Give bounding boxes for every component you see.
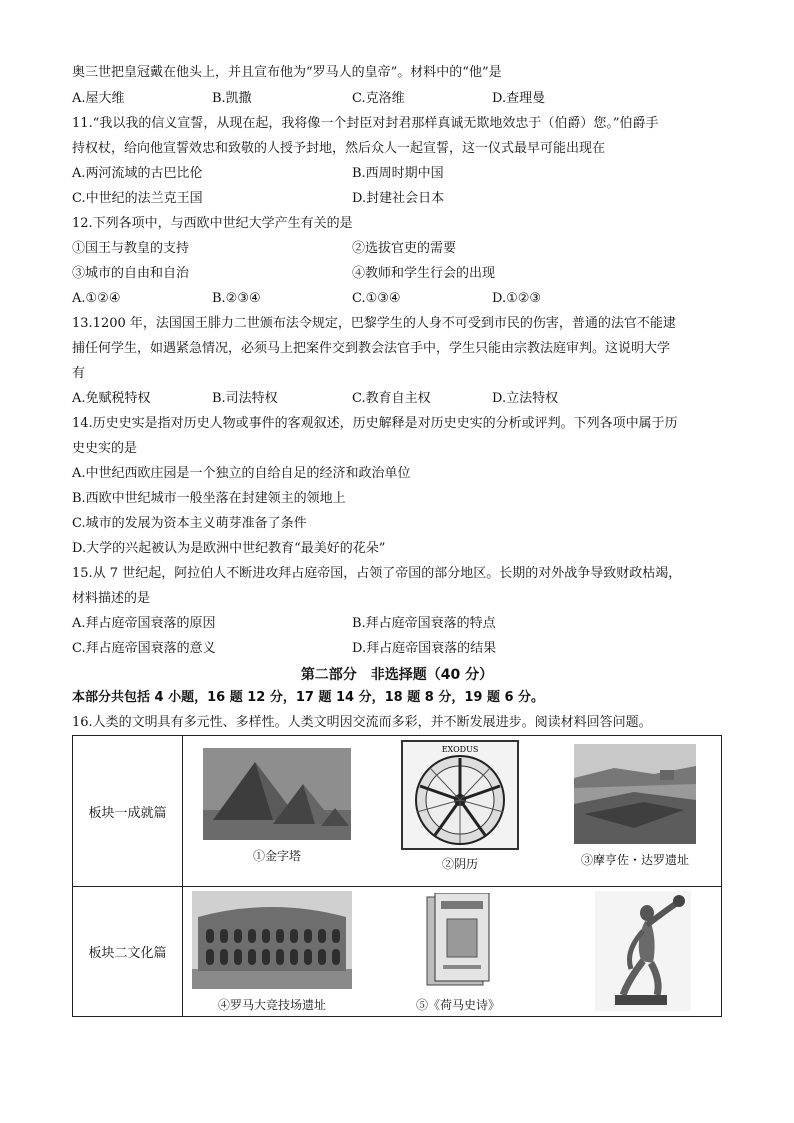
q14-stem-line2: 史史实的是 <box>72 441 138 456</box>
q10-option-d: D.查理曼 <box>492 91 546 106</box>
calendar-label: EXODUS <box>441 745 479 754</box>
q13-stem-line3: 有 <box>72 366 86 381</box>
q10-option-a: A.屋大维 <box>72 91 125 106</box>
q12-item-4: ④教师和学生行会的出现 <box>352 266 496 281</box>
q12-option-c: C.①③④ <box>352 291 401 306</box>
q11-option-c: C.中世纪的法兰克王国 <box>72 191 203 206</box>
q13-stem-line1: 13.1200 年，法国国王腓力二世颁布法令规定，巴黎学生的人身不可受到市民的伤害，普通的法官不能逮 <box>72 316 676 331</box>
q13-option-a: A.免赋税特权 <box>72 391 151 406</box>
caption-homeric-epics: ⑤《荷马史诗》 <box>415 998 500 1012</box>
row-achievements <box>183 736 722 887</box>
q14-option-b: B.西欧中世纪城市一般坐落在封建领主的领地上 <box>72 491 346 506</box>
q13-option-d: D.立法特权 <box>492 391 559 406</box>
section-note: 本部分共包括 4 小题，16 题 12 分，17 题 14 分，18 题 8 分，19 题 6 分。 <box>72 690 545 705</box>
figure-discobolus <box>583 891 703 1014</box>
q13-option-b: B.司法特权 <box>212 391 278 406</box>
q12-item-2: ②选拔官吏的需要 <box>352 241 457 256</box>
q12-item-1: ①国王与教皇的支持 <box>72 241 190 256</box>
q15-stem-line1: 15.从 7 世纪起，阿拉伯人不断进攻拜占庭帝国，占领了帝国的部分地区。长期的对外战争导致财政枯竭， <box>72 566 682 581</box>
figure-mohenjo-daro <box>565 744 705 868</box>
q15-stem-line2: 材料描述的是 <box>72 591 151 606</box>
q14-option-a: A.中世纪西欧庄园是一个独立的自给自足的经济和政治单位 <box>72 466 411 481</box>
q11-stem-line1: 11.“我以我的信义宣誓，从现在起，我将像一个封臣对封君那样真诚无欺地效忠于（伯爵）您。”伯爵手 <box>72 116 659 131</box>
q16-stem: 16.人类的文明具有多元性、多样性。人类文明因交流而多彩，并不断发展进步。阅读材料回答问题。 <box>72 715 652 730</box>
discobolus-statue-image <box>595 891 691 1011</box>
q12-option-b: B.②③④ <box>212 291 261 306</box>
row-label-culture: 板块二文化篇 <box>73 887 183 1017</box>
q11-option-b: B.西周时期中国 <box>352 166 444 181</box>
q10-option-c: C.克洛维 <box>352 91 405 106</box>
q12-option-a: A.①②④ <box>72 291 121 306</box>
q14-stem-line1: 14.历史史实是指对历史人物或事件的客观叙述，历史解释是对历史史实的分析或评判。下列各项中属于历 <box>72 416 678 431</box>
figure-colosseum <box>191 891 353 1013</box>
q15-option-b: B.拜占庭帝国衰落的特点 <box>352 616 496 631</box>
mohenjo-daro-image <box>574 744 696 844</box>
caption-lunar-calendar: ②阴历 <box>441 857 478 871</box>
q12-option-d: D.①②③ <box>492 291 542 306</box>
q15-option-d: D.拜占庭帝国衰落的结果 <box>352 641 497 656</box>
figure-lunar-calendar <box>395 740 525 872</box>
caption-mohenjo-daro: ③摩亨佐・达罗遗址 <box>580 853 689 867</box>
q15-option-a: A.拜占庭帝国衰落的原因 <box>72 616 216 631</box>
row-culture <box>183 887 722 1017</box>
q14-option-c: C.城市的发展为资本主义萌芽准备了条件 <box>72 516 307 531</box>
q11-option-a: A.两河流域的古巴比伦 <box>72 166 203 181</box>
q15-option-c: C.拜占庭帝国衰落的意义 <box>72 641 216 656</box>
q12-stem: 12.下列各项中，与西欧中世纪大学产生有关的是 <box>72 216 353 231</box>
caption-pyramids: ①金字塔 <box>252 849 301 863</box>
pyramids-image <box>203 748 351 840</box>
q13-option-c: C.教育自主权 <box>352 391 431 406</box>
row-label-achievements: 板块一成就篇 <box>73 736 183 887</box>
q16-material-table <box>72 735 722 1017</box>
q11-option-d: D.封建社会日本 <box>352 191 445 206</box>
q11-stem-line2: 持权杖，给向他宣誓效忠和致敬的人授予封地，然后众人一起宣誓，这一仪式最早可能出现在 <box>72 141 606 156</box>
caption-colosseum: ④罗马大竞技场遗址 <box>217 998 326 1012</box>
section-title: 第二部分 非选择题（40 分） <box>300 667 494 683</box>
q13-stem-line2: 捕任何学生，如遇紧急情况，必须马上把案件交到教会法官手中，学生只能由宗教法庭审判。这说明大学 <box>72 341 671 356</box>
figure-pyramids <box>203 748 351 864</box>
q12-item-3: ③城市的自由和自治 <box>72 266 190 281</box>
q10-stem-tail: 奥三世把皇冠戴在他头上，并且宣布他为“罗马人的皇帝”。材料中的“他”是 <box>72 65 502 80</box>
q10-option-b: B.凯撒 <box>212 91 252 106</box>
homeric-epics-book-image <box>425 893 491 989</box>
lunar-calendar-image <box>401 740 519 850</box>
figure-homeric-epics <box>393 893 523 1013</box>
colosseum-image <box>192 891 352 989</box>
q14-option-d: D.大学的兴起被认为是欧洲中世纪教育“最美好的花朵” <box>72 541 386 556</box>
